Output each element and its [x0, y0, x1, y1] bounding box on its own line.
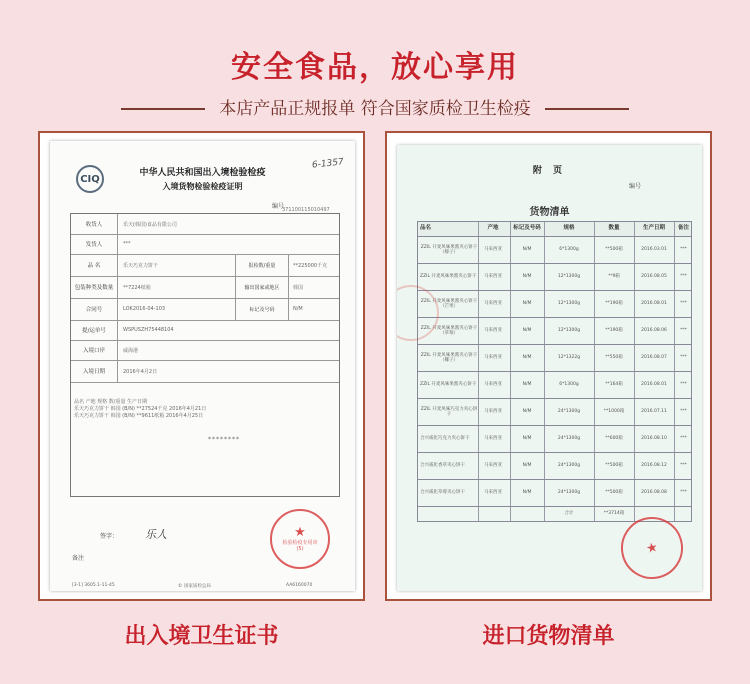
- end-marker: ********: [208, 436, 240, 443]
- table-row: [417, 264, 692, 291]
- ciq-logo-icon: CIQ: [76, 165, 104, 193]
- table-cell: ZZIL 开麦风味果酱夹心饼干: [418, 264, 479, 290]
- table-cell: **500箱: [594, 480, 635, 506]
- table-cell: 马来西亚: [476, 426, 511, 452]
- row-value-2: N/M: [293, 306, 303, 312]
- table-cell: N/M: [510, 399, 545, 425]
- row-value: 乐天巧克力饼干: [123, 262, 159, 269]
- manifest-number-label: 编号: [629, 183, 642, 190]
- table-row: [417, 480, 692, 507]
- total-cell: [674, 507, 693, 521]
- table-cell: ***: [680, 247, 687, 253]
- table-cell: ***: [680, 328, 687, 334]
- header-cell: 产地: [476, 222, 511, 236]
- table-cell: **500箱: [594, 453, 635, 479]
- table-cell: ZZIL 开麦风味果酱夹心饼干（榛子）: [418, 237, 479, 263]
- table-cell: 12*1300g: [544, 291, 595, 317]
- row-label: 入境日期: [71, 360, 118, 382]
- manifest-frame: [385, 131, 712, 601]
- cert-row: [71, 254, 339, 277]
- table-cell: **190箱: [594, 318, 635, 344]
- cert-row: [71, 214, 339, 235]
- table-cell: 马来西亚: [476, 399, 511, 425]
- table-cell: 合兴威化草莓夹心饼干: [418, 480, 479, 506]
- row-label-2: 标记及号码: [235, 298, 289, 320]
- table-cell: 2016.07.11: [634, 399, 675, 425]
- row-value-2: **225000千克: [293, 262, 328, 269]
- cert-row: [71, 320, 339, 341]
- row-value: **7224纸箱: [123, 284, 151, 291]
- detail-line: 品名 产地 规格 数/重量 生产日期: [74, 399, 148, 405]
- table-header: [417, 221, 692, 237]
- table-cell: 2016.08.12: [634, 453, 675, 479]
- manifest-table: [417, 221, 692, 522]
- subline: [0, 94, 750, 119]
- table-cell: ***: [680, 409, 687, 415]
- cert-row: [71, 360, 339, 383]
- table-cell: 合兴威化香草夹心饼干: [418, 453, 479, 479]
- stamp-text: 检验检疫专用章: [282, 540, 318, 546]
- row-value: WSPUSZH75448104: [123, 327, 174, 333]
- barcode-number: AA6160070: [286, 583, 313, 588]
- row-label-2: 输出国家或地区: [235, 276, 289, 298]
- table-cell: 马来西亚: [476, 237, 511, 263]
- row-label-2: 报检数/重量: [235, 254, 289, 276]
- table-cell: 2016.08.07: [634, 345, 675, 371]
- table-cell: 2016.08.01: [634, 372, 675, 398]
- table-cell: 24*1300g: [544, 453, 595, 479]
- table-cell: **550箱: [594, 345, 635, 371]
- table-row: [417, 453, 692, 480]
- form-code: [3-1] 3605.1-11-45: [72, 583, 115, 588]
- header-cell: 备注: [677, 225, 689, 232]
- certificate-frame: [38, 131, 365, 601]
- manifest-document: [397, 145, 702, 591]
- row-value: 威海港: [123, 347, 139, 354]
- table-cell: N/M: [510, 453, 545, 479]
- cert-row: [71, 234, 339, 255]
- table-cell: ***: [680, 382, 687, 388]
- certificate-details: [74, 399, 206, 420]
- row-label: 入境口岸: [71, 340, 118, 360]
- stamp-star-icon: ★: [294, 525, 306, 540]
- table-cell: 6*1300g: [544, 372, 595, 398]
- row-value: 乐天(韩国)食品有限公司: [123, 221, 177, 228]
- table-cell: ZZIL 开麦风味果酱夹心饼干（草莓）: [418, 318, 479, 344]
- table-cell: 12*1300g: [544, 264, 595, 290]
- row-value: LOK2016-04-103: [123, 306, 166, 312]
- table-row: [417, 399, 692, 426]
- row-value: 2016年4月2日: [123, 368, 158, 375]
- table-cell: 2016.08.05: [634, 264, 675, 290]
- table-cell: **600箱: [594, 426, 635, 452]
- table-cell: 2016.03.01: [634, 237, 675, 263]
- table-cell: N/M: [510, 372, 545, 398]
- stamp-star-icon: ★: [644, 539, 660, 557]
- table-cell: **164箱: [594, 372, 635, 398]
- header-cell: 标记及号码: [510, 222, 545, 236]
- row-label: 发货人: [71, 234, 118, 254]
- inspection-stamp: [270, 509, 330, 569]
- table-cell: 24*1300g: [544, 480, 595, 506]
- table-cell: 马来西亚: [476, 480, 511, 506]
- table-row: [417, 426, 692, 453]
- table-cell: 2016.08.08: [634, 480, 675, 506]
- headline: 安全食品，放心享用: [231, 50, 519, 85]
- total-cell: [510, 507, 545, 521]
- table-cell: **500箱: [594, 237, 635, 263]
- table-row: [417, 318, 692, 345]
- table-cell: ***: [680, 490, 687, 496]
- signatory-label: 签字：: [100, 533, 119, 540]
- right-divider: [545, 108, 629, 110]
- table-cell: 马来西亚: [476, 264, 511, 290]
- table-cell: 马来西亚: [476, 345, 511, 371]
- table-cell: N/M: [510, 426, 545, 452]
- table-cell: 马来西亚: [476, 291, 511, 317]
- table-row: [417, 372, 692, 399]
- row-value-2: 韩国: [293, 284, 304, 291]
- table-cell: 合兴威化巧克力夹心饼干: [418, 426, 479, 452]
- row-value: ***: [123, 241, 131, 247]
- table-cell: 2016.08.01: [634, 291, 675, 317]
- table-cell: N/M: [510, 480, 545, 506]
- manifest-caption: 进口货物清单: [482, 624, 615, 649]
- header-cell: 生产日期: [634, 222, 675, 236]
- certificate-subtitle: 入境货物检验检疫证明: [162, 182, 243, 191]
- detail-line: 乐天巧克力饼干 韩国 (B/N) **27524千克 2016年4月21日: [74, 406, 207, 412]
- stamp-number: (5): [296, 546, 304, 552]
- table-cell: **9箱: [594, 264, 635, 290]
- table-row: [417, 345, 692, 372]
- table-cell: ZZIL 开麦风味果酱夹心饼干（芒果）: [418, 291, 479, 317]
- table-cell: 12*1300g: [544, 318, 595, 344]
- table-cell: N/M: [510, 318, 545, 344]
- header-cell: 规格: [544, 222, 595, 236]
- cert-row: [71, 276, 339, 299]
- table-cell: ZZIL 开麦风味果酱夹心饼干（椰子）: [418, 345, 479, 371]
- table-cell: **190箱: [594, 291, 635, 317]
- table-cell: ZZIL 开麦风味巧克力夹心饼干: [418, 399, 479, 425]
- certificate-table: [70, 213, 340, 497]
- table-cell: ***: [680, 463, 687, 469]
- row-label: 收货人: [71, 214, 118, 234]
- table-cell: ***: [680, 274, 687, 280]
- table-cell: ***: [680, 355, 687, 361]
- certificate-document: [50, 141, 355, 591]
- total-value: **3714箱: [594, 507, 635, 521]
- table-cell: ZZIL 开麦风味果酱夹心饼干: [418, 372, 479, 398]
- table-cell: 2016.08.06: [634, 318, 675, 344]
- row-label: 合同号: [71, 298, 118, 320]
- header-cell: 数量: [594, 222, 635, 236]
- table-cell: 马来西亚: [476, 453, 511, 479]
- table-cell: 24*1300g: [544, 399, 595, 425]
- detail-line: 乐天巧克力饼干 韩国 (B/N) **9611纸箱 2016年4月25日: [74, 413, 204, 419]
- table-cell: 2016.08.10: [634, 426, 675, 452]
- total-cell: [476, 507, 511, 521]
- certificate-caption: 出入境卫生证书: [124, 624, 279, 649]
- page-heading: 附 页: [532, 166, 567, 176]
- row-label: 提/运单号: [71, 320, 118, 340]
- handwritten-note: 6-1357: [311, 157, 345, 171]
- manifest-title: 货物清单: [529, 207, 570, 218]
- table-cell: 马来西亚: [476, 372, 511, 398]
- table-cell: N/M: [510, 345, 545, 371]
- row-label: 品 名: [71, 254, 118, 276]
- table-cell: N/M: [510, 264, 545, 290]
- table-row: [417, 237, 692, 264]
- inspection-stamp: [615, 511, 689, 585]
- total-label: 合计: [544, 507, 595, 521]
- cert-row: [71, 340, 339, 361]
- table-cell: 24*1300g: [544, 426, 595, 452]
- note-label: 备注: [72, 555, 85, 562]
- row-label: 包装种类及数量: [71, 276, 118, 298]
- certificate-serial: 371100115010497: [282, 207, 330, 213]
- table-cell: ***: [680, 436, 687, 442]
- table-cell: ***: [680, 301, 687, 307]
- header-cell: 品名: [418, 222, 479, 236]
- certificate-title: 中华人民共和国出入境检验检疫: [139, 168, 266, 178]
- signature: 乐人: [145, 528, 167, 541]
- table-row: [417, 291, 692, 318]
- certificate-number-label: 编号: [272, 203, 285, 210]
- total-cell: [418, 507, 479, 521]
- subline-text: 本店产品正规报单 符合国家质检卫生检疫: [219, 99, 531, 119]
- issuer-footer: © 国家质检总局: [178, 584, 211, 589]
- table-cell: 6*1300g: [544, 237, 595, 263]
- table-cell: N/M: [510, 237, 545, 263]
- table-cell: 12*1322g: [544, 345, 595, 371]
- table-cell: **1000箱: [594, 399, 635, 425]
- table-cell: N/M: [510, 291, 545, 317]
- cert-row: [71, 298, 339, 321]
- left-divider: [121, 108, 205, 110]
- table-cell: 马来西亚: [476, 318, 511, 344]
